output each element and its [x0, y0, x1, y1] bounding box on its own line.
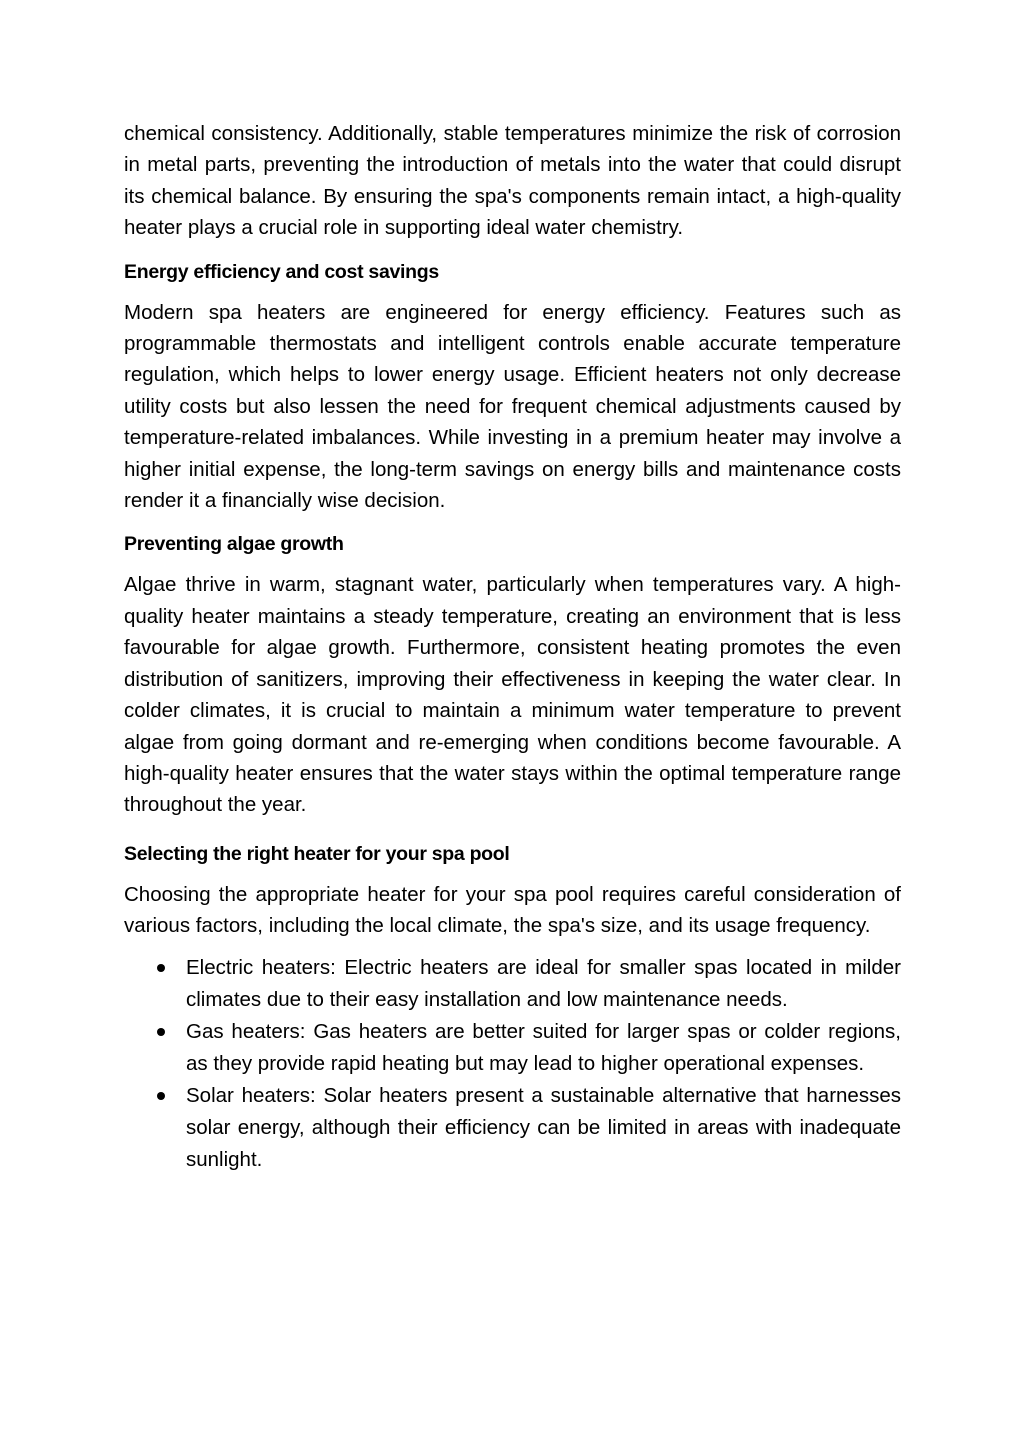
list-item-text: Solar heaters: Solar heaters present a sustainable alternative that harnesses solar energy, although their efficiency can be limited in areas with inadequate sunlight.	[186, 1083, 901, 1171]
algae-paragraph: Algae thrive in warm, stagnant water, particularly when temperatures vary. A high-quality heater maintains a steady temperature, creating an environment that is less favourable for algae growth. Furthermore, consistent heating promotes the even distribution of sanitizers, improving their effectiveness in keeping the water clear. In colder climates, it is crucial to maintain a minimum water temperature to prevent algae from going dormant and re-emerging when conditions become favourable. A high-quality heater ensures that the water stays within the optimal temperature range throughout the year.	[124, 573, 901, 817]
list-item-electric	[186, 952, 901, 1016]
heading-energy-efficiency: Energy efficiency and cost savings	[124, 260, 439, 283]
heater-types-list	[124, 952, 901, 1176]
document-page	[124, 118, 901, 1176]
list-item-gas	[186, 1016, 901, 1080]
heading-selecting-heater: Selecting the right heater for your spa pool	[124, 842, 510, 865]
bullet-icon	[157, 1092, 165, 1100]
list-item-text: Electric heaters: Electric heaters are ideal for smaller spas located in milder climates due to their easy installation and low maintenance needs.	[186, 955, 901, 1011]
list-item-text: Gas heaters: Gas heaters are better suited for larger spas or colder regions, as they provide rapid heating but may lead to higher operational expenses.	[186, 1019, 901, 1075]
bullet-icon	[157, 964, 165, 972]
bullet-icon	[157, 1028, 165, 1036]
heading-algae-growth: Preventing algae growth	[124, 533, 344, 556]
intro-paragraph: chemical consistency. Additionally, stable temperatures minimize the risk of corrosion in metal parts, preventing the introduction of metals into the water that could disrupt its chemical balance. By ensuring the spa's components remain intact, a high-quality heater plays a crucial role in supporting ideal water chemistry.	[124, 122, 901, 240]
selecting-paragraph: Choosing the appropriate heater for your spa pool requires careful consideration of various factors, including the local climate, the spa's size, and its usage frequency.	[124, 882, 901, 938]
energy-paragraph: Modern spa heaters are engineered for energy efficiency. Features such as programmable thermostats and intelligent controls enable accurate temperature regulation, which helps to lower energy usage. Efficient heaters not only decrease utility costs but also lessen the need for frequent chemical adjustments caused by temperature-related imbalances. While investing in a premium heater may involve a higher initial expense, the long-term savings on energy bills and maintenance costs render it a financially wise decision.	[124, 300, 901, 513]
list-item-solar	[186, 1080, 901, 1176]
